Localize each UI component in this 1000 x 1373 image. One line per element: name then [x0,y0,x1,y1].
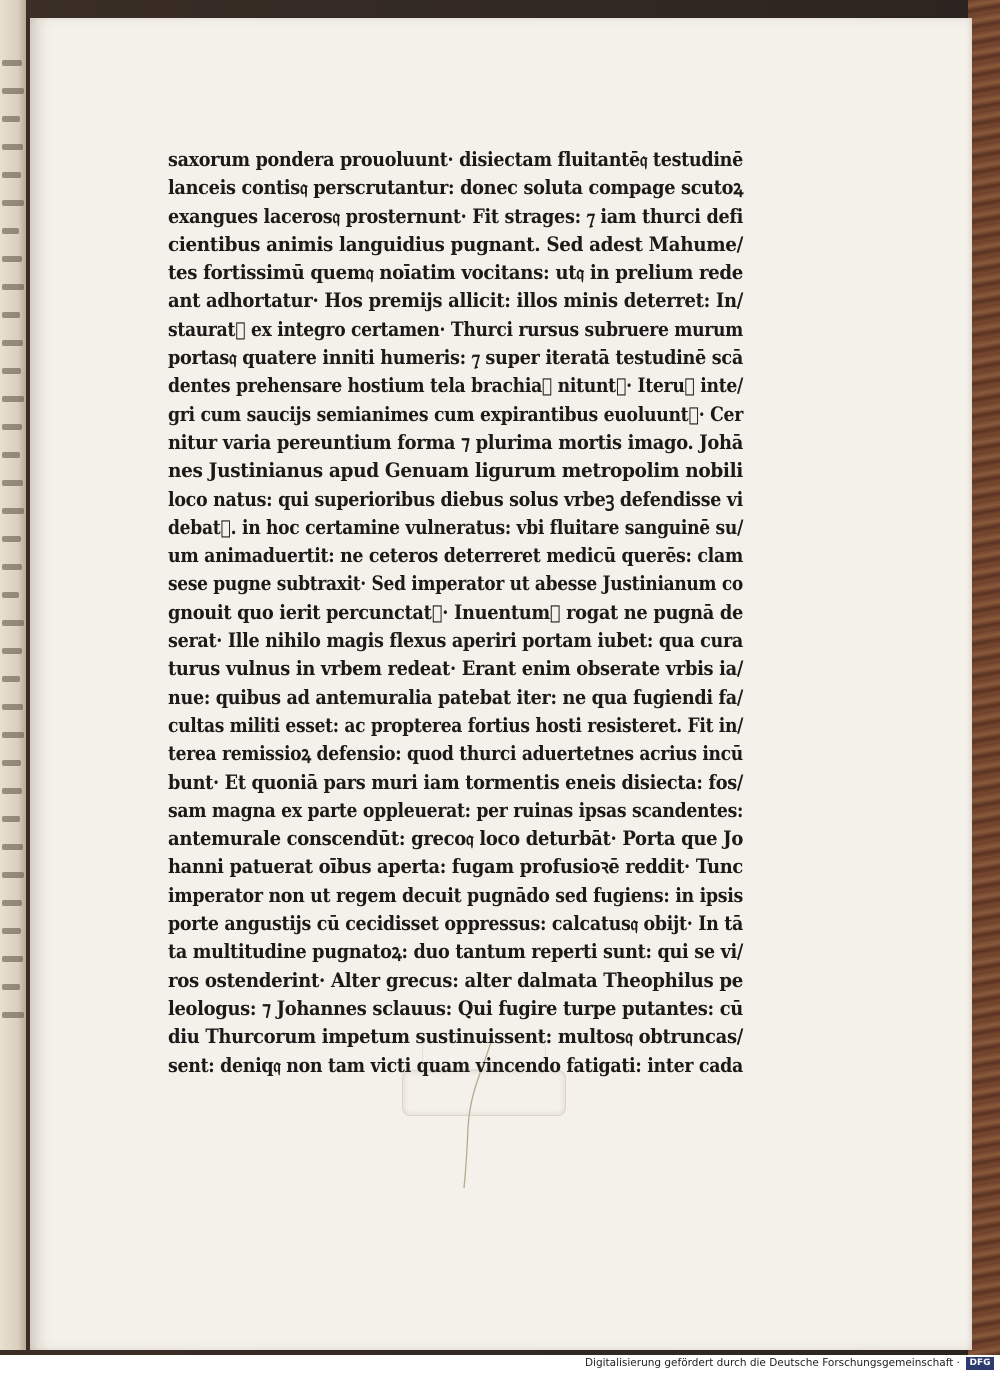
text-line: saxorum pondera prouoluunt· disiectam fluitantē𝔮 testudinē [168,148,743,171]
text-line: turus vulnus in vrbem redeat· Erant enim obserate vrbis ia/ [168,657,744,681]
text-line: gri cum saucijs semianimes cum expirantibus euoluuntᷣ· Cer [168,402,743,426]
text-line: terea remissioꝝ defensio: quod thurci aduertetnes acrius incū [168,742,743,766]
text-line: um animaduertit: ne ceteros deterreret medicū querēs: clam [168,544,743,568]
text-line: sam magna ex parte oppleuerat: per ruinas ipsas scandentes: [168,798,744,822]
facing-page-edge [0,0,26,1350]
text-line: tes fortissimū quem𝔮 noīatim vocitans: ut𝔮 in prelium rede [168,261,743,285]
text-line: diu Thurcorum impetum sustinuissent: multos𝔮 obtruncas/ [168,1025,743,1049]
attribution-footer [0,1355,1000,1373]
text-line: leologus: ⁊ Johannes sclauus: Qui fugire turpe putantes: cū [168,996,743,1020]
text-line: nitur varia pereuntium forma ⁊ plurima mortis imago. Johā [168,430,743,454]
text-block [168,146,743,1080]
text-line: nue: quibus ad antemuralia patebat iter: ne qua fugiendi fa/ [168,685,744,709]
text-line: hanni patuerat oībus aperta: fugam profusioꝛē reddit· Tunc [168,855,743,879]
text-line: porte angustijs cū cecidisset oppressus: calcatus𝔮 obijt· In tā [168,912,743,936]
printed-page [30,18,972,1350]
dfg-logo: DFG [966,1357,994,1370]
text-line: ta multitudine pugnatoꝝ: duo tantum reperti sunt: qui se vi/ [168,940,744,964]
text-line: portas𝔮 quatere inniti humeris: ⁊ super iteratā testudinē scā [168,346,743,370]
text-line: imperator non ut regem decuit pugnādo sed fugiens: in ipsis [168,883,744,907]
text-line: ros ostenderint· Alter grecus: alter dalmata Theophilus pe [168,968,744,992]
text-line: stauratᷣ ex integro certamen· Thurci rursus subruere murum [168,317,744,341]
text-line: cientibus animis languidius pugnant. Sed adest Mahume/ [168,232,743,256]
text-line: ant adhortatur· Hos premijs allicit: illos minis deterret: In/ [168,289,744,313]
text-line: lanceis contis𝔮 perscrutantur: donec soluta compage scutoꝝ [168,176,744,200]
text-line: sese pugne subtraxit· Sed imperator ut abesse Justinianum co [168,572,743,596]
binding-edge [968,0,1000,1355]
text-line: antemurale conscendūt: greco𝔮 loco deturbāt· Porta que Jo [168,827,743,851]
text-line: nes Justinianus apud Genuam ligurum metropolim nobili [168,459,743,483]
text-line: sent: deniq𝔮 non tam victi quam vincendo fatigati: inter cada [168,1053,744,1077]
text-line: cultas militi esset: ac propterea fortius hosti resisteret. Fit in/ [168,713,744,737]
text-line: serat· Ille nihilo magis flexus aperiri portam iubet: qua cura [168,629,743,653]
text-line: bunt· Et quoniā pars muri iam tormentis eneis disiecta: fos/ [168,770,743,794]
text-line: dentes prehensare hostium tela brachia𝔮 nituntᷣ· Iteruꝫ inte/ [168,374,743,398]
text-line: gnouit quo ierit percunctatᷣ· Inuentum𝔮 rogat ne pugnā de [168,600,744,624]
funding-credit: Digitalisierung gefördert durch die Deutsche Forschungsgemeinschaft · [584,1357,960,1369]
text-line: exangues laceros𝔮 prosternunt· Fit strages: ⁊ iam thurci defi [168,204,744,228]
text-line: debatᷣ. in hoc certamine vulneratus: vbi fluitare sanguinē su/ [168,515,744,539]
text-line: loco natus: qui superioribus diebus solus vrbeꝫ defendisse vi [168,487,743,511]
